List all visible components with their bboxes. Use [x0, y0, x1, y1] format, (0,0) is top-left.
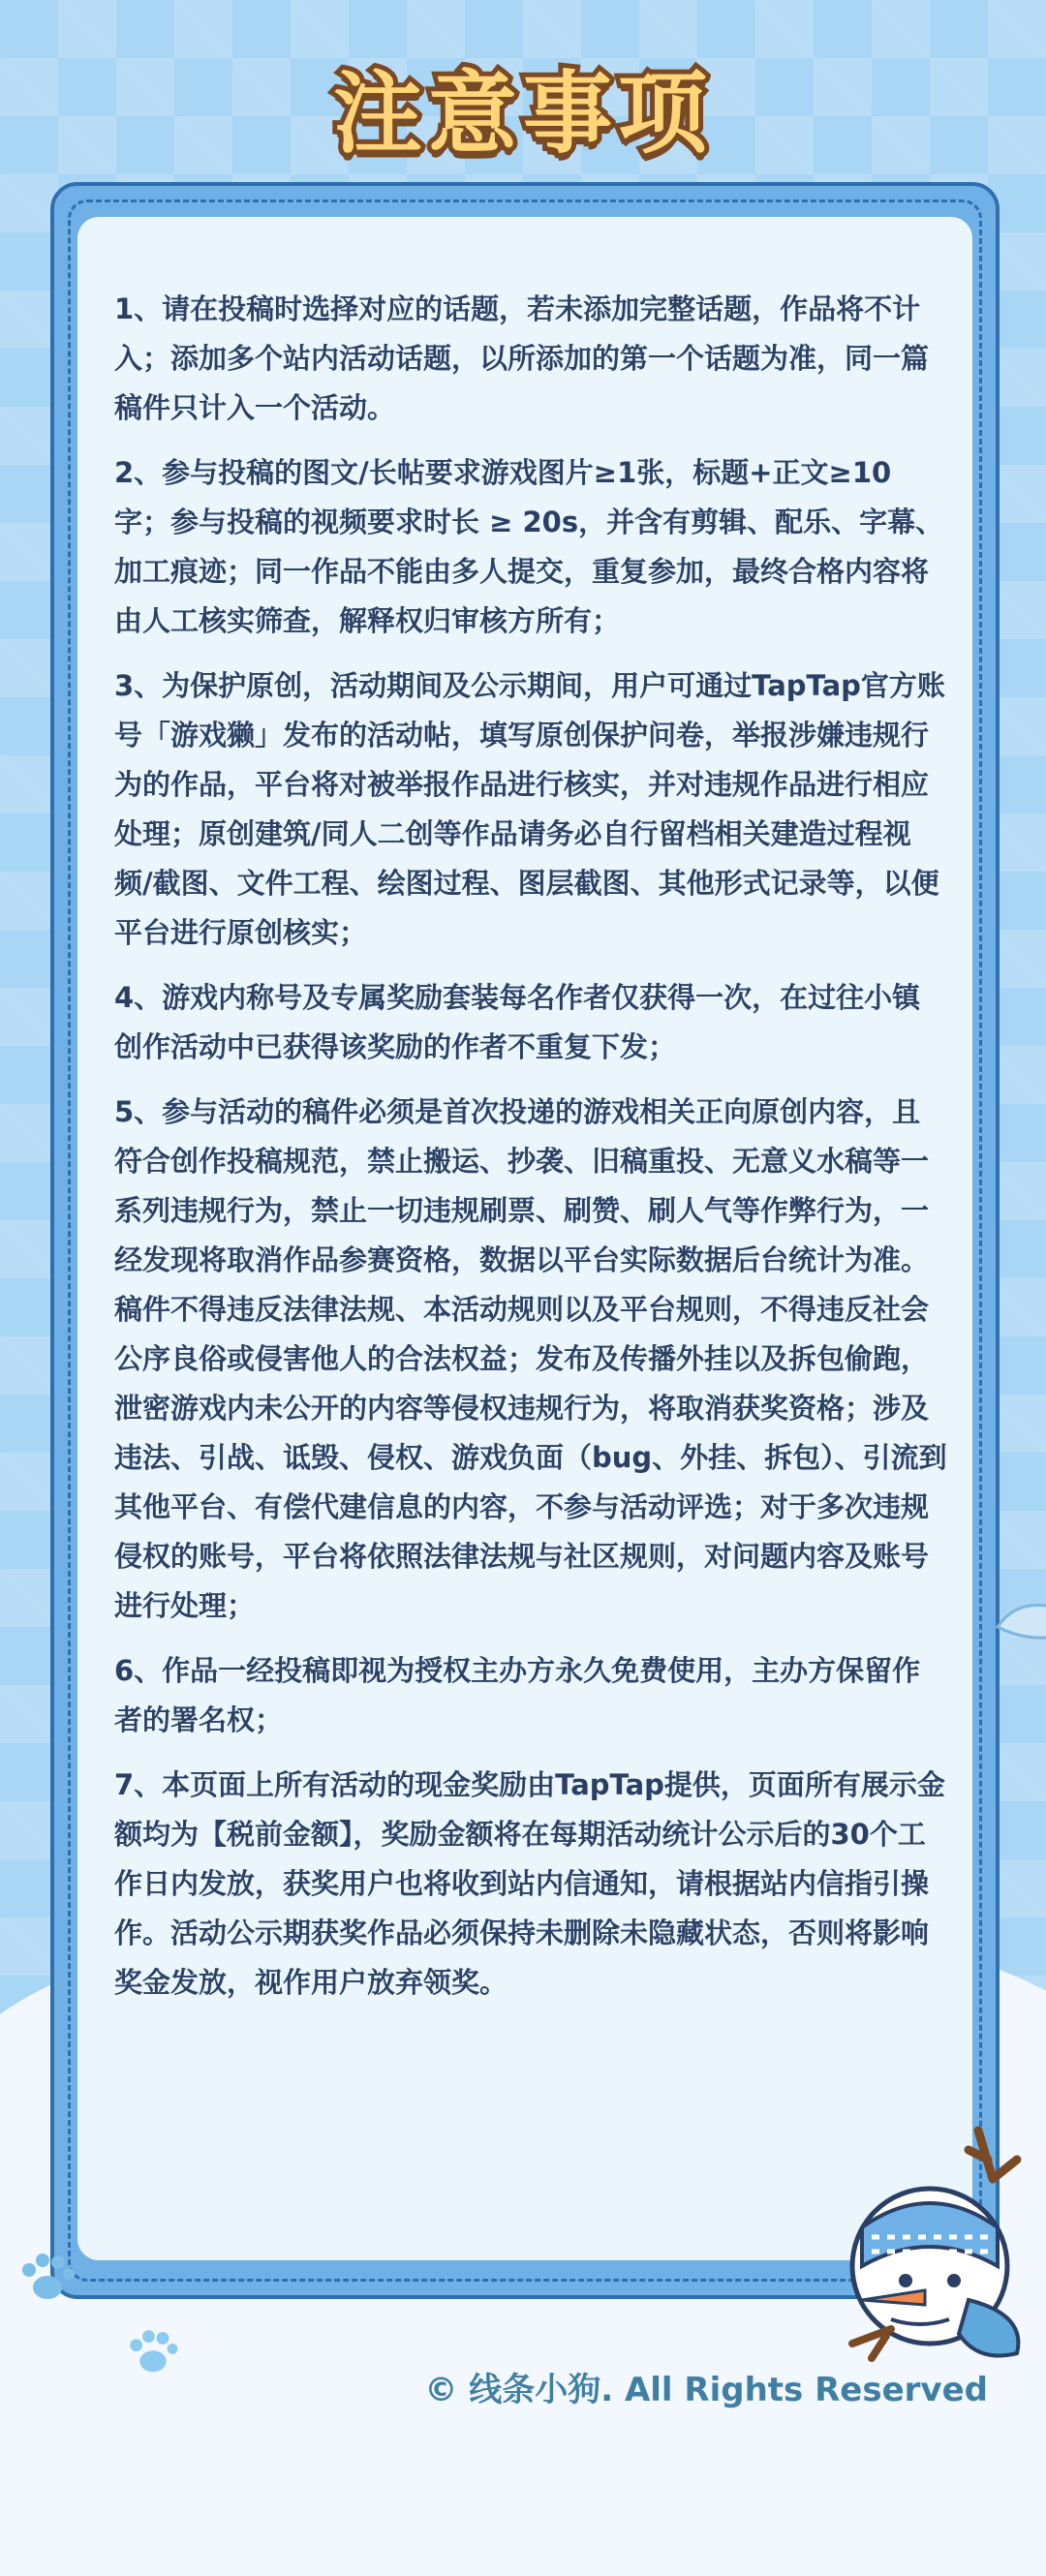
notes-list [114, 285, 947, 2023]
title-text: 注意事项 [332, 62, 713, 166]
note-item-5: 5、参与活动的稿件必须是首次投递的游戏相关正向原创内容，且符合创作投稿规范，禁止搬运、抄袭、旧稿重投、无意义水稿等一系列违规行为，禁止一切违规刷票、刷赞、刷人气等作弊行为，一经发现将取消作品参赛资格，数据以平台实际数据后台统计为准。稿件不得违反法律法规、本活动规则以及平台规则，不得违反社会公序良俗或侵害他人的合法权益；发布及传播外挂以及拆包偷跑，泄密游戏内未公开的内容等侵权违规行为，将取消获奖资格；涉及违法、引战、诋毁、侵权、游戏负面（bug、外挂、拆包）、引流到其他平台、有偿代建信息的内容，不参与活动评选；对于多次违规侵权的账号，平台将依照法律法规与社区规则，对问题内容及账号进行处理； [114, 1095, 947, 1622]
paw-print-icon [122, 2322, 184, 2384]
note-item-2: 2、参与投稿的图文/长帖要求游戏图片≥1张，标题+正文≥10字；参与投稿的视频要求时长 ≥ 20s，并含有剪辑、配乐、字幕、加工痕迹；同一作品不能由多人提交，重复参加，最终合格内容将由人工核实筛查，解释权归审核方所有； [114, 456, 944, 637]
copyright-footer [424, 2363, 988, 2410]
note-item-1: 1、请在投稿时选择对应的话题，若未添加完整话题，作品将不计入；添加多个站内活动话题，以所添加的第一个话题为准，同一篇稿件只计入一个活动。 [114, 292, 930, 424]
page-title [0, 39, 1046, 174]
note-item-4: 4、游戏内称号及专属奖励套装每名作者仅获得一次，在过往小镇创作活动中已获得该奖励的作者不重复下发； [114, 981, 921, 1063]
note-item-7: 7、本页面上所有活动的现金奖励由TapTap提供，页面所有展示金额均为【税前金额】，奖励金额将在每期活动统计公示后的30个工作日内发放，获奖用户也将收到站内信通知，请根据站内信指引操作。活动公示期获奖作品必须保持未删除未隐藏状态，否则将影响奖金发放，视作用户放弃领奖。 [114, 1768, 945, 1999]
snowball-decoration-icon [988, 1588, 1046, 1646]
paw-print-icon [14, 2245, 81, 2313]
note-item-6: 6、作品一经投稿即视为授权主办方永久免费使用，主办方保留作者的署名权； [114, 1654, 921, 1736]
snowman-mascot-icon [833, 2121, 1036, 2373]
copyright-text: © 线条小狗. All Rights Reserved [424, 2371, 988, 2409]
note-item-3: 3、为保护原创，活动期间及公示期间，用户可通过TapTap官方账号「游戏獭」发布的活动帖，填写原创保护问卷，举报涉嫌违规行为的作品，平台将对被举报作品进行核实，并对违规作品进行相应处理；原创建筑/同人二创等作品请务必自行留档相关建造过程视频/截图、文件工程、绘图过程、图层截图、其他形式记录等，以便平台进行原创核实； [114, 669, 945, 949]
